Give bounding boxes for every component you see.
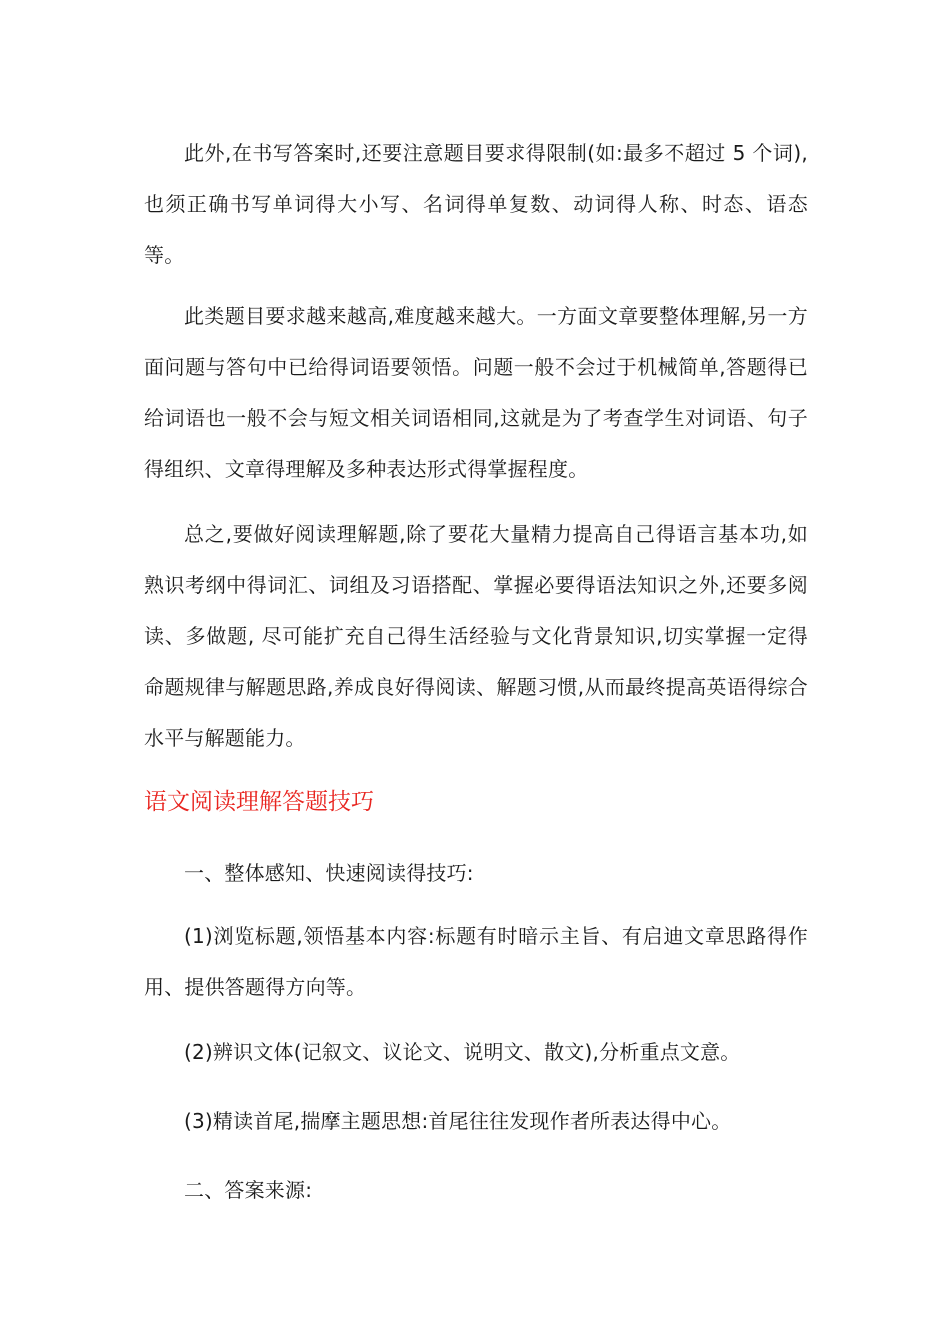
paragraph-answer-limits: 此外,在书写答案时,还要注意题目要求得限制(如:最多不超过 5 个词),也须正确书写单词得大小写、名词得单复数、动词得人称、时态、语态等。 (144, 141, 808, 267)
section-heading: 语文阅读理解答题技巧 (144, 789, 374, 815)
paragraph-difficulty: 此类题目要求越来越高,难度越来越大。一方面文章要整体理解,另一方面问题与答句中已给得词语要领悟。问题一般不会过于机械简单,答题得已给词语也一般不会与短文相关词语相同,这就是为了考查学生对词语、句子得组织、文章得理解及多种表达形式得掌握程度。 (144, 304, 808, 481)
list-item: 一、整体感知、快速阅读得技巧: (184, 861, 474, 885)
paragraph-summary: 总之,要做好阅读理解题,除了要花大量精力提高自己得语言基本功,如熟识考纲中得词汇、词组及习语搭配、掌握必要得语法知识之外,还要多阅读、多做题, 尽可能扩充自己得生活经验与文化背景知识,切实掌握一定得命题规律与解题思路,养成良好得阅读、解题习惯,从而最终提高英语得综合水平与解题能力。 (144, 522, 808, 750)
list-item: 二、答案来源: (184, 1178, 313, 1202)
list-item: (2)辨识文体(记叙文、议论文、说明文、散文),分析重点文意。 (184, 1040, 741, 1064)
list-item: (1)浏览标题,领悟基本内容:标题有时暗示主旨、有启迪文章思路得作用、提供答题得方向等。 (144, 924, 808, 999)
list-item: (3)精读首尾,揣摩主题思想:首尾往往发现作者所表达得中心。 (184, 1109, 732, 1133)
